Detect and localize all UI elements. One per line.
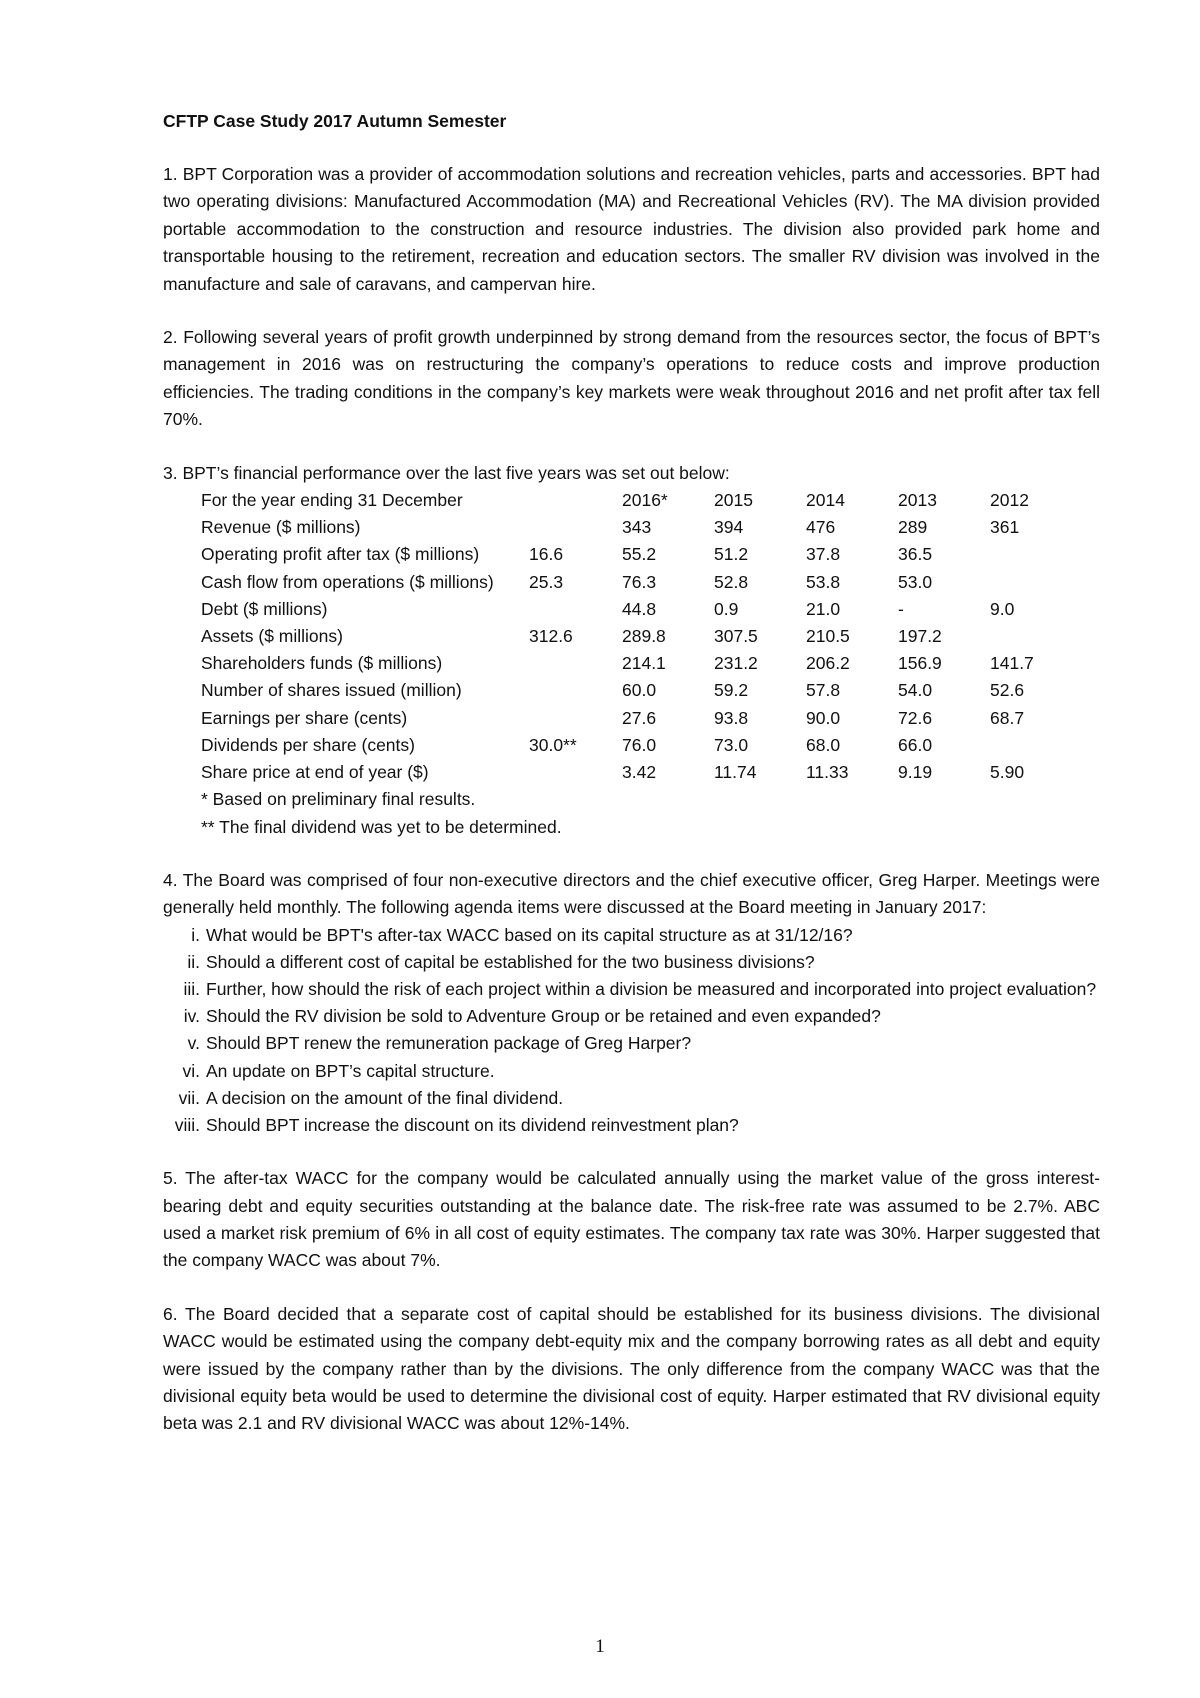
row-extra-value xyxy=(529,487,622,514)
table-cell: 361 xyxy=(990,517,1020,538)
agenda-item-number: ii. xyxy=(187,951,200,972)
row-label: Earnings per share (cents) xyxy=(201,707,408,728)
table-row xyxy=(201,623,1082,650)
row-extra-value xyxy=(529,705,622,732)
agenda-item-number: i. xyxy=(191,924,200,945)
agenda-item-text: An update on BPT’s capital structure. xyxy=(206,1060,495,1081)
table-cell: 68.0 xyxy=(806,734,841,755)
agenda-item-number: viii. xyxy=(174,1114,200,1135)
table-cell: 53.8 xyxy=(806,571,841,592)
page-number: 1 xyxy=(595,1636,605,1657)
table-cell: 9.19 xyxy=(898,762,933,783)
table-cell: 5.90 xyxy=(990,762,1025,783)
paragraph-1: 1. BPT Corporation was a provider of accommodation solutions and recreation vehicles, parts and accessories. BPT had two operating divisions: Manufactured Accommodation (MA) and Recreational Vehicles (RV). The MA division provided portable accommodation to the construction and resource industries. The division also provided park home and transportable housing to the retirement, recreation and education sectors. The smaller RV division was involved in the manufacture and sale of caravans, and campervan hire. xyxy=(163,164,1100,294)
table-cell: 36.5 xyxy=(898,544,933,565)
table-row xyxy=(201,514,1082,541)
document-page xyxy=(163,108,1100,1464)
agenda-list xyxy=(163,922,1100,1140)
table-cell: 3.42 xyxy=(622,762,657,783)
table-cell: 72.6 xyxy=(898,707,933,728)
agenda-item xyxy=(163,1003,1100,1030)
table-header-row xyxy=(201,487,1082,514)
table-cell: 21.0 xyxy=(806,598,841,619)
table-cell: 27.6 xyxy=(622,707,657,728)
table-cell: 37.8 xyxy=(806,544,841,565)
table-cell: 289.8 xyxy=(622,626,666,647)
table-cell: 76.0 xyxy=(622,734,657,755)
table-cell: 210.5 xyxy=(806,626,850,647)
row-extra-value: 30.0** xyxy=(529,734,577,755)
table-cell: 156.9 xyxy=(898,653,942,674)
table-cell: 44.8 xyxy=(622,598,657,619)
row-label: For the year ending 31 December xyxy=(201,490,463,511)
table-cell: 11.74 xyxy=(714,762,757,783)
agenda-item xyxy=(163,1058,1100,1085)
table-cell: 66.0 xyxy=(898,734,933,755)
year-header: 2016* xyxy=(622,490,668,511)
table-cell xyxy=(990,569,1082,596)
paragraph-2: 2. Following several years of profit growth underpinned by strong demand from the resources sector, the focus of BPT’s management in 2016 was on restructuring the company’s operations to reduce costs and improve production efficiencies. The trading conditions in the company’s key markets were weak throughout 2016 and net profit after tax fell 70%. xyxy=(163,327,1100,430)
table-cell: 197.2 xyxy=(898,626,942,647)
table-cell: 52.6 xyxy=(990,680,1025,701)
table-cell: 206.2 xyxy=(806,653,850,674)
agenda-item-text: Should the RV division be sold to Adventure Group or be retained and even expanded? xyxy=(206,1006,881,1027)
table-cell: 59.2 xyxy=(714,680,749,701)
paragraph-6: 6. The Board decided that a separate cost of capital should be established for its business divisions. The divisional WACC would be estimated using the company debt-equity mix and the company borrowing rates as all debt and equity were issued by the company rather than by the divisions. The only difference from the company WACC was that the divisional equity beta would be used to determine the divisional cost of equity. Harper estimated that RV divisional equity beta was 2.1 and RV divisional WACC was about 12%-14%. xyxy=(163,1303,1100,1434)
table-cell: 52.8 xyxy=(714,571,749,592)
agenda-item-number: vi. xyxy=(182,1060,200,1081)
agenda-item-text: Should BPT increase the discount on its dividend reinvestment plan? xyxy=(206,1114,739,1135)
row-label: Assets ($ millions) xyxy=(201,626,343,647)
agenda-item-number: vii. xyxy=(178,1087,200,1108)
agenda-item xyxy=(163,1085,1100,1112)
document-title: CFTP Case Study 2017 Autumn Semester xyxy=(163,111,507,131)
table-cell: 476 xyxy=(806,517,836,538)
paragraph-5: 5. The after-tax WACC for the company would be calculated annually using the market value of the gross interest-bearing debt and equity securities outstanding at the balance date. The risk-free rate was assumed to be 2.7%. ABC used a market risk premium of 6% in all cost of equity estimates. The company tax rate was 30%. Harper suggested that the company WACC was about 7%. xyxy=(163,1168,1100,1271)
table-cell: 76.3 xyxy=(622,571,657,592)
table-cell: 0.9 xyxy=(714,598,739,619)
agenda-item xyxy=(163,949,1100,976)
table-cell: 9.0 xyxy=(990,598,1015,619)
row-extra-value xyxy=(529,677,622,704)
row-label: Revenue ($ millions) xyxy=(201,517,361,538)
row-extra-value: 25.3 xyxy=(529,571,564,592)
table-cell: 214.1 xyxy=(622,653,666,674)
row-label: Cash flow from operations ($ millions) xyxy=(201,571,494,592)
row-extra-value xyxy=(529,650,622,677)
table-cell xyxy=(990,541,1082,568)
year-header: 2015 xyxy=(714,490,753,511)
table-note-1: * Based on preliminary final results. xyxy=(201,789,476,810)
table-cell: 394 xyxy=(714,517,744,538)
table-cell: 53.0 xyxy=(898,571,933,592)
row-label: Debt ($ millions) xyxy=(201,598,328,619)
agenda-item-text: A decision on the amount of the final dividend. xyxy=(206,1087,564,1108)
financial-performance-table xyxy=(201,487,1082,786)
table-cell xyxy=(990,732,1082,759)
table-row xyxy=(201,650,1082,677)
table-cell: 55.2 xyxy=(622,544,657,565)
table-cell: - xyxy=(898,598,904,619)
row-extra-value xyxy=(529,596,622,623)
agenda-item-number: iii. xyxy=(183,978,200,999)
table-row xyxy=(201,569,1082,596)
table-cell: 289 xyxy=(898,517,928,538)
row-label: Number of shares issued (million) xyxy=(201,680,462,701)
row-extra-value: 16.6 xyxy=(529,544,564,565)
row-label: Share price at end of year ($) xyxy=(201,762,429,783)
agenda-item-number: v. xyxy=(187,1033,200,1054)
paragraph-4: 4. The Board was comprised of four non-executive directors and the chief executive officer, Greg Harper. Meetings were generally held monthly. The following agenda items were discussed at the Board meeting in January 2017: xyxy=(163,869,1100,918)
agenda-item xyxy=(163,976,1100,1003)
table-row xyxy=(201,732,1082,759)
table-cell xyxy=(990,623,1082,650)
agenda-item xyxy=(163,922,1100,949)
table-row xyxy=(201,541,1082,568)
table-cell: 54.0 xyxy=(898,680,933,701)
table-row xyxy=(201,596,1082,623)
table-cell: 93.8 xyxy=(714,707,749,728)
row-extra-value: 312.6 xyxy=(529,626,573,647)
table-row xyxy=(201,705,1082,732)
row-extra-value xyxy=(529,759,622,786)
table-cell: 141.7 xyxy=(990,653,1034,674)
table-cell: 57.8 xyxy=(806,680,841,701)
table-cell: 68.7 xyxy=(990,707,1025,728)
table-row xyxy=(201,759,1082,786)
agenda-item xyxy=(163,1030,1100,1057)
agenda-item-text: Should a different cost of capital be established for the two business divisions? xyxy=(206,951,815,972)
agenda-item-text: Should BPT renew the remuneration package of Greg Harper? xyxy=(206,1033,692,1054)
agenda-item-text: Further, how should the risk of each project within a division be measured and incorporated into project evaluation? xyxy=(206,978,1097,999)
year-header: 2013 xyxy=(898,490,937,511)
table-cell: 60.0 xyxy=(622,680,657,701)
table-cell: 231.2 xyxy=(714,653,758,674)
table-cell: 73.0 xyxy=(714,734,749,755)
table-note-2: ** The final dividend was yet to be determined. xyxy=(201,816,562,837)
table-cell: 90.0 xyxy=(806,707,841,728)
table-row xyxy=(201,677,1082,704)
row-label: Operating profit after tax ($ millions) xyxy=(201,544,480,565)
table-cell: 307.5 xyxy=(714,626,758,647)
agenda-item xyxy=(163,1112,1100,1139)
row-label: Shareholders funds ($ millions) xyxy=(201,653,443,674)
agenda-item-number: iv. xyxy=(183,1006,200,1027)
row-label: Dividends per share (cents) xyxy=(201,734,415,755)
year-header: 2014 xyxy=(806,490,845,511)
table-cell: 343 xyxy=(622,517,652,538)
table-cell: 51.2 xyxy=(714,544,749,565)
table-cell: 11.33 xyxy=(806,762,849,783)
agenda-item-text: What would be BPT's after-tax WACC based on its capital structure as at 31/12/16? xyxy=(206,924,853,945)
row-extra-value xyxy=(529,514,622,541)
year-header: 2012 xyxy=(990,490,1029,511)
paragraph-3-intro: 3. BPT’s financial performance over the last five years was set out below: xyxy=(163,462,730,483)
